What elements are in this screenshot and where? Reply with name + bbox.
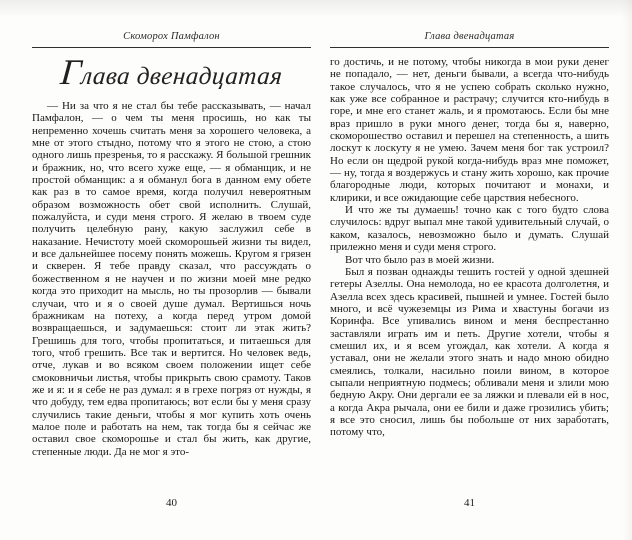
page-left [32, 30, 311, 458]
body-text-left [32, 100, 311, 458]
page-number-left: 40 [166, 497, 177, 509]
chapter-title: Глава двенадцатая [58, 52, 284, 92]
body-text-right [330, 56, 609, 439]
scan-artifact-right [622, 0, 632, 540]
running-head-right: Глава двенадцатая [330, 30, 609, 48]
running-head-left: Скоморох Памфалон [32, 30, 311, 48]
page-number-right: 41 [464, 497, 475, 509]
paragraph: И что же ты думаешь! точно как с того будто слова случилось: вдруг выпал мне такой удивительный случай, о каком, казалось, невозможно было и думать. Слушай прилежно меня и суди меня строго. [330, 204, 609, 254]
paragraph: го достичь, и не потому, чтобы никогда в мои руки денег не попадало, — нет, деньги бывали, а всегда что-нибудь такое случалось, что я не успею собрать сколько нужно, как уже все собранное и растрачу; случится кто-нибудь в горе, и мне его станет жаль, и я промотаюсь. Если бы мне враз пришло в руки много денег, тогда бы я, наверно, скоморошество оставил и перешел на степенность, а шить лоскут к лоскуту я не умею. Зачем меня бог так устроил? Но если он щедрой рукой когда-нибудь враз мне поможет, — ну, тогда я воздержусь и стану жить хорошо, как прочие благородные люди, которых почитают и монахи, и клирики, и все ожидающие себе царствия небесного. [330, 56, 609, 204]
paragraph: — Ни за что я не стал бы тебе рассказывать, — начал Памфалон, — о чем ты меня просишь, но как ты непременно хочешь считать меня за хорошего человека, а мне от этого стыдно, потому что я этого не стою, а стою одного лишь презренья, то я расскажу. Я большой грешник и бражник, но, что всего хуже еще, — я обманщик, и не простой обманщик: а я обманул бога в данном ему обете как раз в то самое время, когда получил невероятным образом возможность обет свой исполнить. Слушай, пожалуйста, и суди меня строго. Я желаю в твоем суде получить целебную рану, какую заслужил себе в наказание. Нечистоту моей скоморошьей жизни ты видел, и все дальнейшее посему понять можешь. Кругом я грязен и скверен. Я тебе правду сказал, что рассуждать о божественном я не научен и по жизни моей мне редко когда это приходит на мысль, но ты прозорлив — бывали случаи, что и я о своей душе думал. Вертишься ночь бражникам на потеху, а когда перед утром домой возвращаешься, и задумаешься: стоит ли этак жить? Грешишь для того, чтобы пропитаться, и питаешься для того, чтоб грешить. Все так и вертится. Но человек ведь, отче, лукав и во всяком своем положении ищет себе смоковничьи листья, чтобы прикрыть свою срамоту. Таков же и я: и я себе не раз думал: я в грехе погряз от нужды, я что добуду, тем едва пропитаюсь; вот если бы у меня сразу случились такие деньги, чтобы я мог купить хоть очень малое поле и работать на нем, так тогда бы я сейчас же оставил свое скоморошье и стал бы жить, как другие, степенные люди. Да не мог я это- [32, 100, 311, 458]
page-right [330, 30, 609, 439]
paragraph: Был я позван однажды тешить гостей у одной здешней гетеры Азеллы. Она немолода, но ее красота долголетня, и Азелла всех здесь красивей, пышней и умнее. Гостей было много, и всё чужеземцы из Рима и хвастуны богачи из Коринфа. Все упивались вином и меня беспрестанно заставляли играть им и петь. Другие хотели, чтобы я смешил их, и я всем угождал, как хотели. А когда я уставал, они не желали этого знать и надо мною обидно смеялись, толкали, насильно поили вином, в которое сыпали неприятную подмесь; обливали меня и злили мою бедную Акру. Они дергали ее за ляжки и плевали ей в нос, а когда Акра рычала, они ее били и даже грозились убить; я все это сносил, лишь бы побольше от них заработать, потому что, [330, 265, 609, 439]
scan-artifact-top [0, 0, 632, 18]
paragraph: Вот что было раз в моей жизни. [345, 253, 495, 266]
